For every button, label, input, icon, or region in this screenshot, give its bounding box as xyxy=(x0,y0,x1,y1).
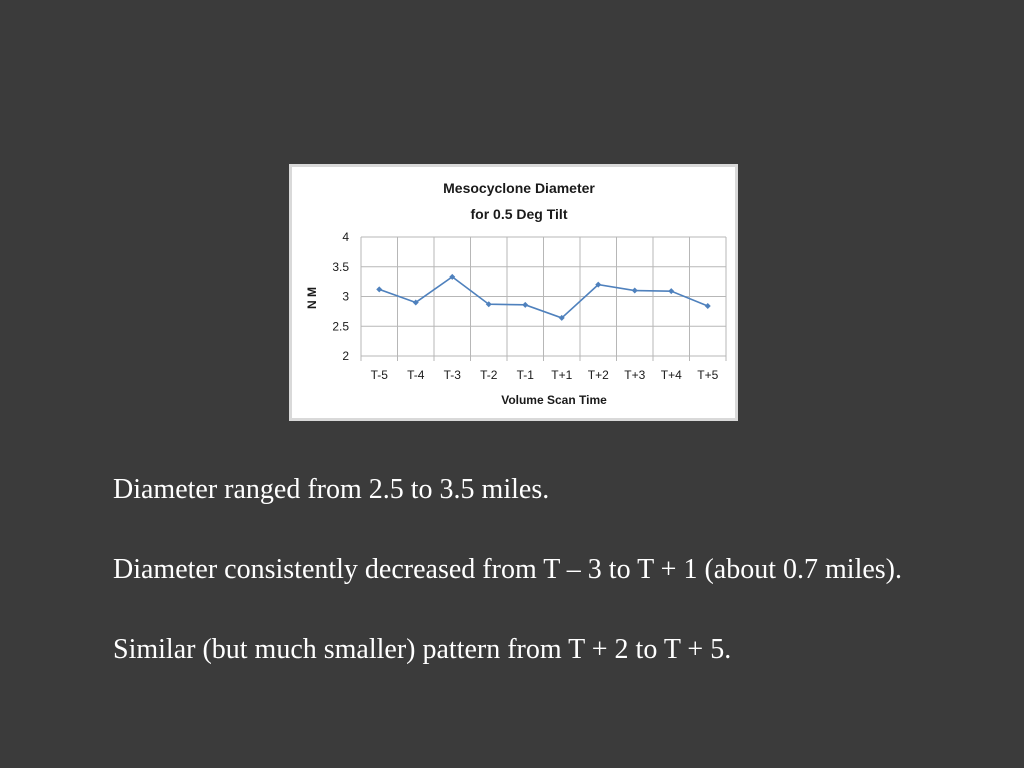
x-tick-label: T+4 xyxy=(660,368,682,382)
chart-title-line-1: Mesocyclone Diameter xyxy=(443,180,595,196)
y-tick-label: 4 xyxy=(342,230,349,244)
body-paragraph-1: Diameter ranged from 2.5 to 3.5 miles. xyxy=(113,474,550,505)
y-tick-label: 2.5 xyxy=(332,319,349,334)
data-point-marker xyxy=(376,286,382,292)
chart-title-line-2: for 0.5 Deg Tilt xyxy=(470,206,568,222)
line-chart xyxy=(292,167,735,418)
y-tick-label: 3 xyxy=(342,289,349,304)
y-axis-label: N M xyxy=(305,287,319,309)
x-tick-label: T-3 xyxy=(443,368,461,382)
y-tick-label: 2 xyxy=(342,349,349,363)
chart-image xyxy=(289,164,738,421)
gridlines xyxy=(361,237,726,361)
x-tick-label: T-2 xyxy=(480,368,498,382)
x-tick-label: T+1 xyxy=(551,368,573,382)
body-paragraph-3: Similar (but much smaller) pattern from T + 2 to T + 5. xyxy=(113,634,732,665)
x-tick-label: T-1 xyxy=(516,368,534,382)
x-tick-label: T+3 xyxy=(624,368,646,382)
x-tick-label: T+5 xyxy=(697,368,719,382)
y-tick-label: 3.5 xyxy=(332,259,349,274)
x-tick-label: T+2 xyxy=(587,368,609,382)
x-tick-labels xyxy=(371,368,719,382)
data-point-marker xyxy=(522,302,528,308)
y-tick-labels xyxy=(332,230,349,363)
slide-body xyxy=(113,470,973,710)
data-point-marker xyxy=(668,288,674,294)
data-point-marker xyxy=(632,288,638,294)
x-tick-label: T-5 xyxy=(370,368,388,382)
body-paragraph-2: Diameter consistently decreased from T – 3 to T + 1 (about 0.7 miles). xyxy=(113,554,902,585)
data-point-marker xyxy=(705,303,711,309)
x-axis-label: Volume Scan Time xyxy=(501,393,607,407)
x-tick-label: T-4 xyxy=(407,368,425,382)
